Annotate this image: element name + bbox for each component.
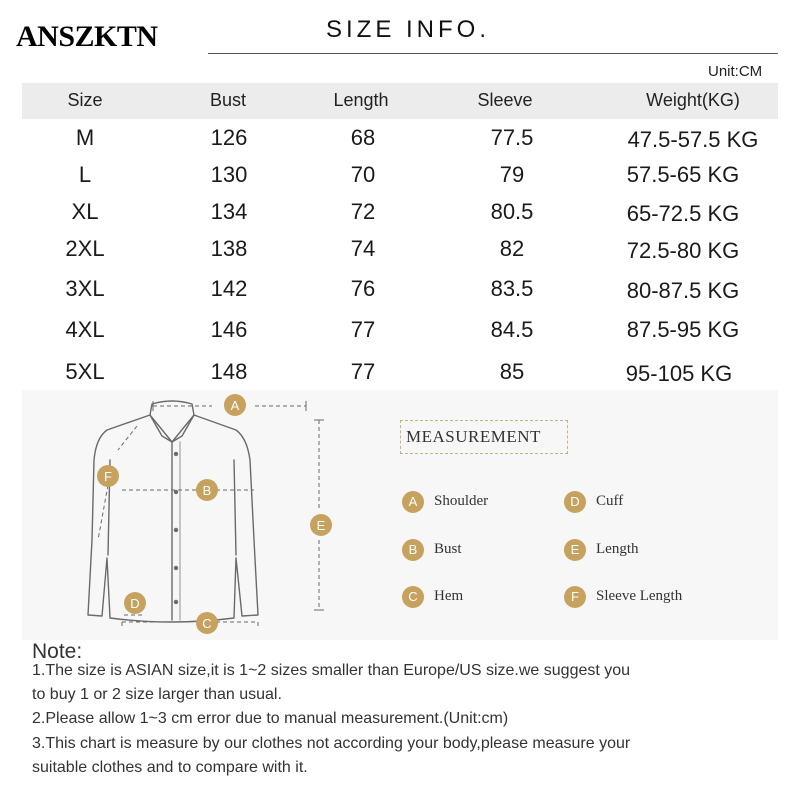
diagram-marker-b <box>196 479 218 501</box>
legend-label-shoulder: Shoulder <box>434 493 489 509</box>
legend-badge-f: F <box>564 586 586 608</box>
size-cell: 5XL <box>65 359 105 384</box>
sleeve-cell: 85 <box>499 359 525 384</box>
length-cell: 72 <box>350 199 376 224</box>
brand-logo: ANSZKTN <box>16 20 158 53</box>
length-cell: 77 <box>350 359 376 384</box>
weight-cell: 57.5-65 KG <box>626 162 740 187</box>
length-cell: 76 <box>350 276 376 301</box>
column-header-bust: Bust <box>209 90 247 110</box>
bust-cell: 138 <box>210 236 248 261</box>
bust-cell: 142 <box>210 276 248 301</box>
weight-cell: 95-105 KG <box>625 361 733 386</box>
diagram-marker-f <box>97 465 119 487</box>
note-line: 2.Please allow 1~3 cm error due to manual measurement.(Unit:cm) <box>32 710 509 727</box>
legend-badge-d: D <box>564 491 586 513</box>
size-cell: XL <box>71 199 99 224</box>
sleeve-cell: 79 <box>499 162 525 187</box>
column-header-length: Length <box>333 90 389 110</box>
legend-label-sleeve-length: Sleeve Length <box>596 588 683 604</box>
bust-cell: 146 <box>210 317 248 342</box>
sleeve-cell: 80.5 <box>490 199 534 224</box>
bust-cell: 126 <box>210 125 248 150</box>
size-cell: L <box>78 162 92 187</box>
bust-cell: 148 <box>210 359 248 384</box>
diagram-marker-e <box>310 514 332 536</box>
legend-label-bust: Bust <box>434 541 462 557</box>
bust-cell: 134 <box>210 199 248 224</box>
svg-text:C: C <box>202 616 212 631</box>
bust-cell: 130 <box>210 162 248 187</box>
length-cell: 74 <box>350 236 376 261</box>
legend-label-length: Length <box>596 541 639 557</box>
svg-text:E: E <box>316 518 326 533</box>
sleeve-cell: 83.5 <box>490 276 534 301</box>
column-header-weight: Weight(KG) <box>646 90 740 110</box>
title-divider <box>208 53 778 54</box>
svg-text:B: B <box>202 483 212 498</box>
weight-cell: 65-72.5 KG <box>626 201 740 226</box>
column-header-sleeve: Sleeve <box>477 90 533 110</box>
legend-label-cuff: Cuff <box>596 493 624 509</box>
length-cell: 77 <box>350 317 376 342</box>
legend-badge-b: B <box>402 539 424 561</box>
sleeve-cell: 82 <box>499 236 525 261</box>
unit-label: Unit:CM <box>708 63 763 80</box>
size-cell: M <box>75 125 95 150</box>
diagram-marker-a <box>224 394 246 416</box>
weight-cell: 80-87.5 KG <box>626 278 740 303</box>
weight-cell: 87.5-95 KG <box>626 317 740 342</box>
weight-cell: 47.5-57.5 KG <box>627 127 759 152</box>
size-cell: 3XL <box>65 276 105 301</box>
length-cell: 70 <box>350 162 376 187</box>
note-line: 3.This chart is measure by our clothes not according your body,please measure your <box>32 735 631 752</box>
note-line: 1.The size is ASIAN size,it is 1~2 sizes smaller than Europe/US size.we suggest you <box>32 662 631 679</box>
legend-label-hem: Hem <box>434 588 464 604</box>
note-line: to buy 1 or 2 size larger than usual. <box>32 686 282 703</box>
diagram-marker-c <box>196 612 218 634</box>
legend-badge-e: E <box>564 539 586 561</box>
svg-text:D: D <box>130 596 140 611</box>
sleeve-cell: 84.5 <box>490 317 534 342</box>
size-cell: 4XL <box>65 317 105 342</box>
page-title: SIZE INFO. <box>326 16 491 43</box>
sleeve-cell: 77.5 <box>490 125 534 150</box>
legend-badge-a: A <box>402 491 424 513</box>
shirt-diagram <box>22 390 352 640</box>
legend-badge-c: C <box>402 586 424 608</box>
size-cell: 2XL <box>65 236 105 261</box>
svg-text:F: F <box>104 469 112 484</box>
note-title: Note: <box>32 640 83 663</box>
measurement-title: MEASUREMENT <box>406 427 541 446</box>
note-line: suitable clothes and to compare with it. <box>32 759 308 776</box>
length-cell: 68 <box>350 125 376 150</box>
column-header-size: Size <box>67 90 103 110</box>
svg-text:A: A <box>230 398 240 413</box>
diagram-marker-d <box>124 592 146 614</box>
weight-cell: 72.5-80 KG <box>626 238 740 263</box>
